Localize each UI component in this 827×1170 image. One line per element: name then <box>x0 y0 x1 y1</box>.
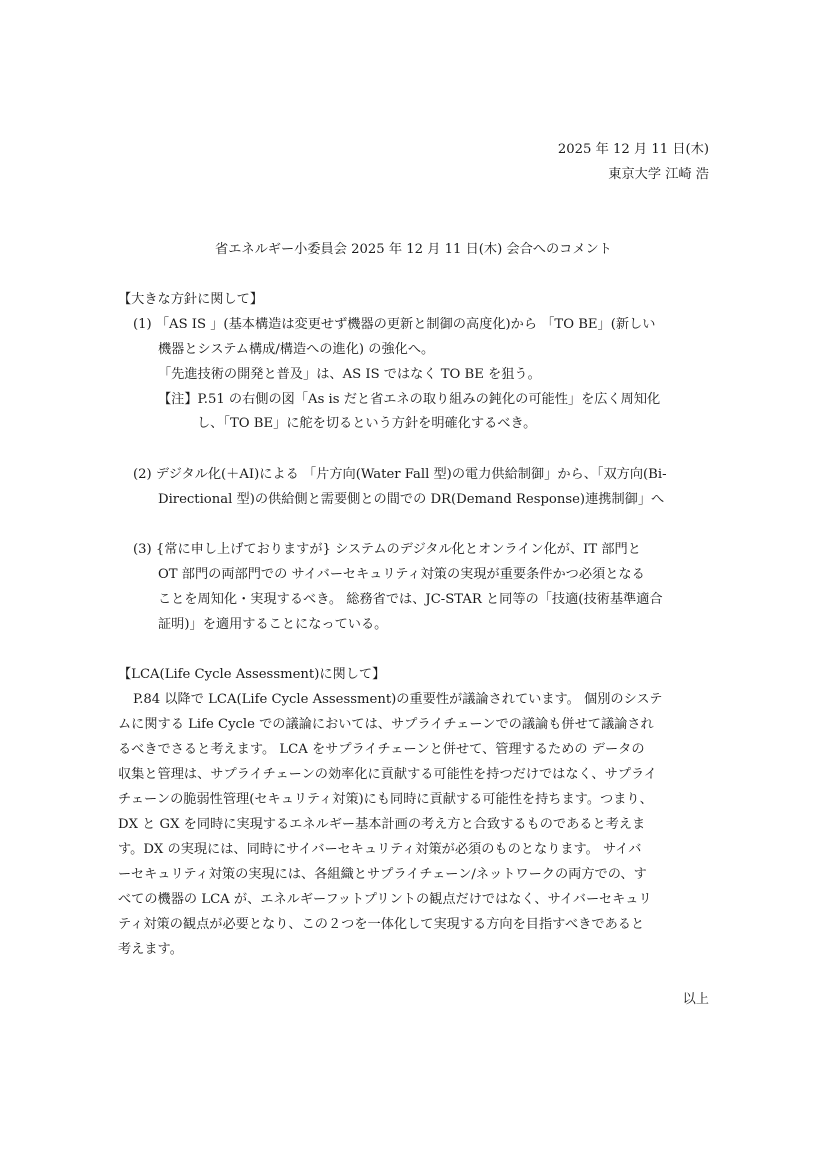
lca-paragraph-line: チェーンの脆弱性管理(セキュリティ対策)にも同時に貢献する可能性を持ちます。つまり、 <box>118 792 653 807</box>
item3-line4: 証明)」を適用することになっている。 <box>158 617 388 632</box>
lca-paragraph-line: P.84 以降で LCA(Life Cycle Assessment)の重要性が議論されています。 個別のシステ <box>133 692 663 707</box>
lca-paragraph-line: べての機器の LCA が、エネルギーフットプリントの観点だけではなく、サイバーセキュリ <box>118 892 652 907</box>
item1-line1: (1) 「AS IS 」(基本構造は変更せず機器の更新と制御の高度化)から 「TO BE」(新しい <box>133 317 656 332</box>
lca-paragraph-line: す。DX の実現には、同時にサイバーセキュリティ対策が必須のものとなります。 サイバ <box>118 842 642 857</box>
document-title: 省エネルギー小委員会 2025 年 12 月 11 日(木) 会合へのコメント <box>215 242 612 257</box>
item3-line2: OT 部門の両部門での サイバーセキュリティ対策の実現が重要条件かつ必須となる <box>158 567 645 582</box>
item1-note-line2: し、「TO BE」に舵を切るという方針を明確化するべき。 <box>197 416 537 431</box>
section-heading-policy: 【大きな方針に関して】 <box>118 292 264 307</box>
lca-paragraph-line: ーセキュリティ対策の実現には、各組織とサプライチェーン/ネットワークの両方での、す <box>118 867 647 882</box>
section-heading-lca: 【LCA(Life Cycle Assessment)に関して】 <box>118 667 386 682</box>
lca-paragraph-line: ティ対策の観点が必要となり、この２つを一体化して実現する方向を目指すべきであると <box>118 917 645 932</box>
lca-paragraph-line: 考えます。 <box>118 942 183 957</box>
item1-line2: 機器とシステム構成/構造への進化) の強化へ。 <box>158 342 435 357</box>
lca-paragraph-line: ムに関する Life Cycle での議論においては、サプライチェーンでの議論も併せて議論され <box>118 717 654 732</box>
document-date: 2025 年 12 月 11 日(木) <box>557 142 709 157</box>
item3-line1: (3) {常に申し上げておりますが} システムのデジタル化とオンライン化が、IT 部門と <box>133 542 641 557</box>
item1-line3: 「先進技術の開発と普及」は、AS IS ではなく TO BE を狙う。 <box>158 367 541 382</box>
item2-line2: Directional 型)の供給側と需要側との間での DR(Demand Response)連携制御」へ <box>158 492 665 507</box>
closing-mark: 以上 <box>682 992 709 1007</box>
item1-note-line1: 【注】P.51 の右側の図「As is だと省エネの取り組みの鈍化の可能性」を広く周知化 <box>158 392 661 407</box>
lca-paragraph-line: 収集と管理は、サプライチェーンの効率化に貢献する可能性を持つだけではなく、サプライ <box>118 767 657 782</box>
item3-line3: ことを周知化・実現するべき。 総務省では、JC-STAR と同等の「技適(技術基準適合 <box>158 592 663 607</box>
lca-paragraph-line: DX と GX を同時に実現するエネルギー基本計画の考え方と合致するものであると考えま <box>118 817 646 832</box>
document-author: 東京大学 江崎 浩 <box>608 167 709 182</box>
item2-line1: (2) デジタル化(＋AI)による 「片方向(Water Fall 型)の電力供給制御」から、「双方向(Bi- <box>133 467 667 482</box>
lca-paragraph-line: るべきでさると考えます。 LCA をサプライチェーンと併せて、管理するための データの <box>118 742 645 757</box>
